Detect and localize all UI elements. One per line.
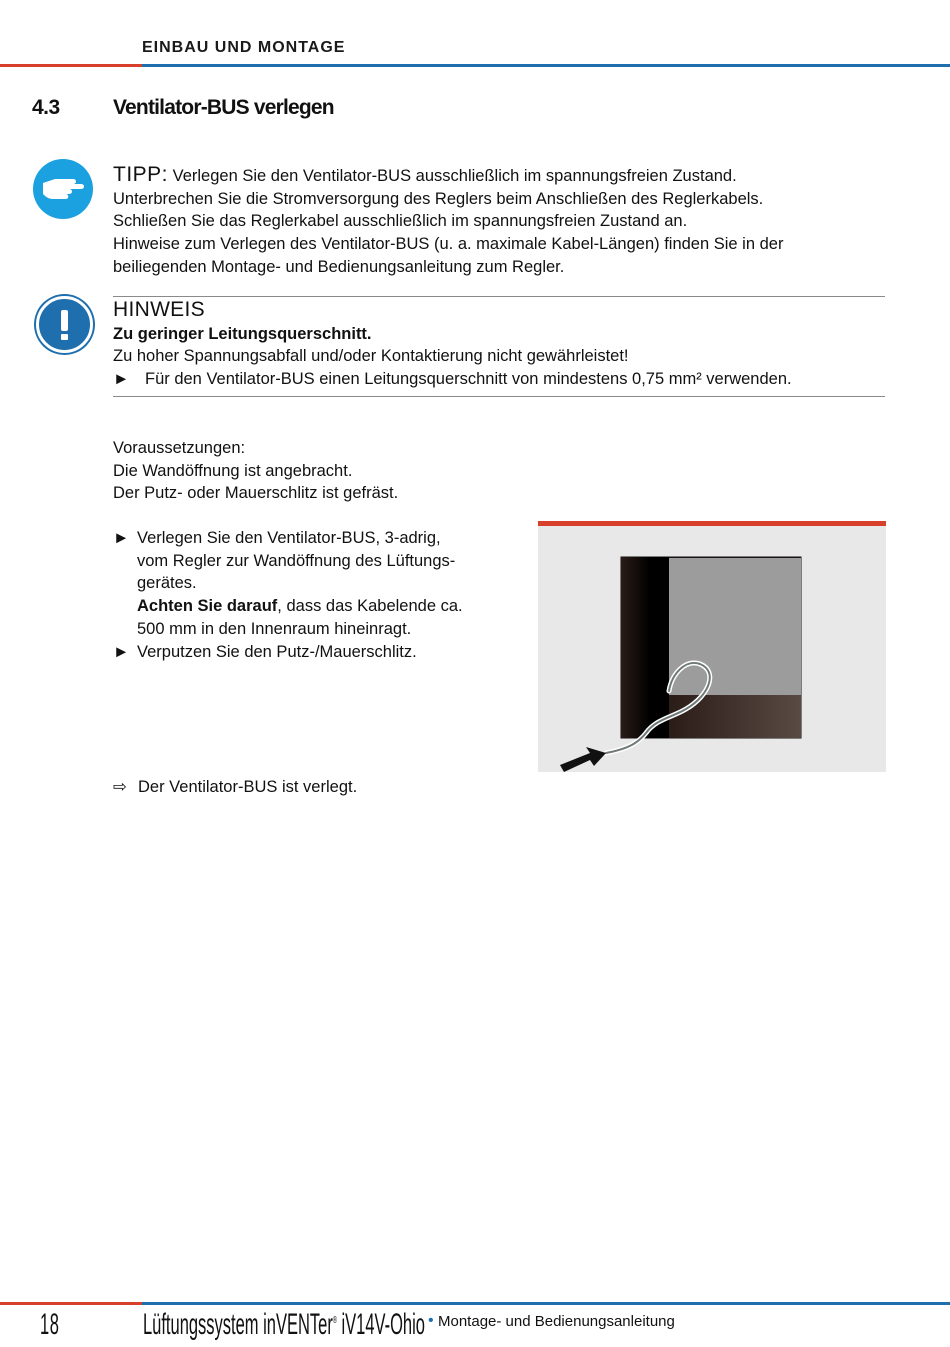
step-2 xyxy=(113,641,513,664)
footer-blue-rule xyxy=(142,1302,950,1305)
instruction-steps xyxy=(113,527,513,663)
tip-line: Verlegen Sie den Ventilator-BUS ausschließlich im spannungsfreien Zustand. xyxy=(172,167,737,185)
prerequisite-item: Der Putz- oder Mauerschlitz ist gefräst. xyxy=(113,484,399,503)
footer-separator: • xyxy=(428,1312,434,1329)
step-1 xyxy=(113,527,513,641)
footer-manual: Montage- und Bedienungsanleitung xyxy=(438,1313,675,1330)
step-emphasis: Achten Sie darauf xyxy=(137,597,278,616)
tip-text xyxy=(113,164,893,279)
notice-step-text: Für den Ventilator-BUS einen Leitungsquerschnitt von mindestens 0,75 mm² verwenden. xyxy=(145,370,792,388)
header-title: EINBAU UND MONTAGE xyxy=(142,39,346,56)
footer-product-name: Lüftungssystem inVENTer xyxy=(143,1308,333,1341)
header-blue-rule xyxy=(142,64,950,67)
notice-bottom-rule xyxy=(113,396,885,397)
prerequisites-label: Voraussetzungen: xyxy=(113,439,246,457)
footer-product-model: iV14V-Ohio xyxy=(336,1308,425,1341)
exclamation-icon xyxy=(36,296,93,353)
step-line: gerätes. xyxy=(137,574,197,593)
notice-top-rule xyxy=(113,296,885,297)
footer-product xyxy=(143,1308,425,1342)
step-line: vom Regler zur Wandöffnung des Lüftungs- xyxy=(137,551,456,570)
tip-label: TIPP: xyxy=(113,163,169,186)
step-arrow-icon: ► xyxy=(113,642,130,661)
illustration-red-bar xyxy=(538,521,886,526)
section-title: Ventilator-BUS verlegen xyxy=(113,96,334,119)
step-arrow-icon: ► xyxy=(113,529,130,547)
step-line: 500 mm in den Innenraum hineinragt. xyxy=(137,619,412,638)
step-arrow-icon: ► xyxy=(113,370,130,388)
notice-text: Zu hoher Spannungsabfall und/oder Kontaktierung nicht gewährleistet! xyxy=(113,347,629,365)
tip-line: Unterbrechen Sie die Stromversorgung des Reglers beim Anschließen des Reglerkabels. xyxy=(113,189,764,208)
result-text: Der Ventilator-BUS ist verlegt. xyxy=(138,778,358,796)
result xyxy=(113,777,357,797)
step-line xyxy=(137,595,513,618)
notice-step xyxy=(113,370,792,389)
step-line: Verputzen Sie den Putz-/Mauerschlitz. xyxy=(137,642,417,661)
footer-red-rule xyxy=(0,1302,142,1305)
tip-line: Hinweise zum Verlegen des Ventilator-BUS (u. a. maximale Kabel-Längen) finden Sie in der xyxy=(113,235,784,254)
tip-line: beiliegenden Montage- und Bedienungsanleitung zum Regler. xyxy=(113,257,565,276)
result-arrow-icon: ⇨ xyxy=(113,778,127,796)
prerequisite-item: Die Wandöffnung ist angebracht. xyxy=(113,461,353,480)
page-number: 18 xyxy=(40,1308,60,1341)
header-red-rule xyxy=(0,64,142,67)
cable-routing-illustration xyxy=(538,521,886,772)
step-text: , dass das Kabelende ca. xyxy=(277,597,463,616)
tip-line: Schließen Sie das Reglerkabel ausschließlich im spannungsfreien Zustand an. xyxy=(113,212,688,231)
prerequisites xyxy=(113,437,398,505)
pointing-hand-icon xyxy=(33,159,93,219)
notice-subtitle: Zu geringer Leitungsquerschnitt. xyxy=(113,325,372,343)
registered-mark: ® xyxy=(332,1315,337,1326)
wall-opening-drawing xyxy=(538,521,886,772)
section-number: 4.3 xyxy=(32,96,60,119)
notice-title: HINWEIS xyxy=(113,298,205,321)
step-line: Verlegen Sie den Ventilator-BUS, 3-adrig, xyxy=(137,529,441,547)
